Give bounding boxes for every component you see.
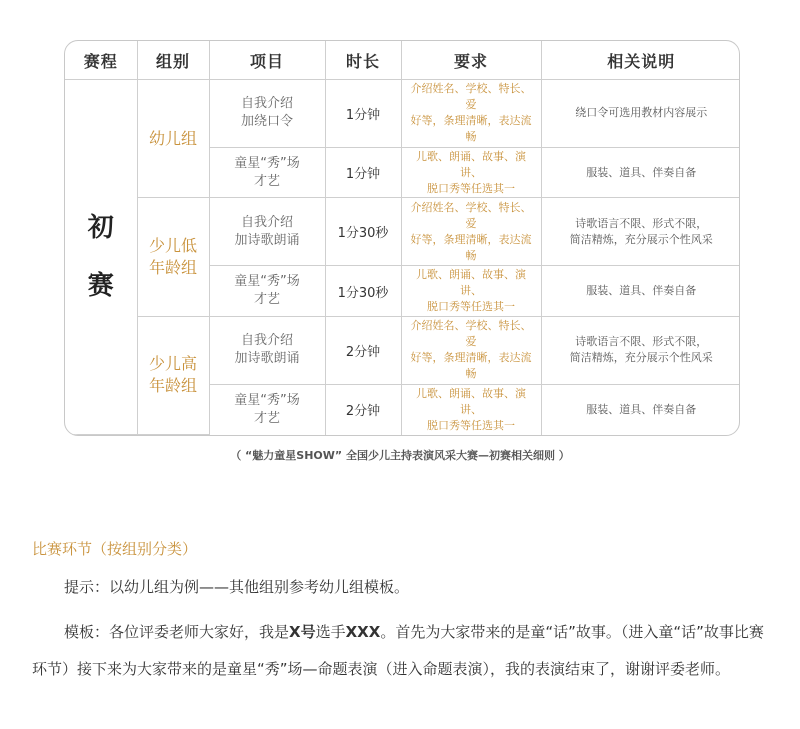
table-caption: （ “魅力童星SHOW” 全国少儿主持表演风采大赛—初赛相关细则 ） (230, 449, 570, 462)
group-cell (137, 198, 209, 316)
template-x-name: XXX (345, 623, 381, 641)
requirement-cell: 儿歌、朗诵、故事、演讲、 脱口秀等任选其一 (401, 266, 541, 317)
requirement-cell: 介绍姓名、学校、特长、爱 好等，条理清晰，表达流畅 (401, 80, 541, 148)
template-x-number: X号 (289, 623, 316, 641)
rules-table (64, 40, 740, 436)
requirement-cell: 儿歌、朗诵、故事、演讲、 脱口秀等任选其一 (401, 147, 541, 198)
note-cell: 绕口令可选用教材内容展示 (541, 80, 740, 148)
rules-table-grid (65, 41, 740, 435)
note-cell: 服装、道具、伴奏自备 (541, 384, 740, 434)
duration-cell: 1分30秒 (325, 266, 401, 317)
template-text-2: 选手 (315, 623, 346, 641)
note-cell: 诗歌语言不限、形式不限， 简洁精炼，充分展示个性风采 (541, 198, 740, 266)
header-note: 相关说明 (541, 41, 740, 80)
stage-cell (65, 80, 137, 435)
duration-cell: 1分钟 (325, 80, 401, 148)
duration-cell: 1分30秒 (325, 198, 401, 266)
note-cell: 服装、道具、伴奏自备 (541, 147, 740, 198)
template-text-3: 。首先为大家带来的是童“话”故事。（进入童“话”故事比赛环节）接下来为大家带来的是童星“秀”场—命题表演（进入命题表演），我的表演结束了，谢谢评委老师。 (32, 623, 764, 678)
header-item: 项目 (209, 41, 325, 80)
duration-cell: 2分钟 (325, 316, 401, 384)
group-label: 少儿高 年龄组 (148, 354, 197, 396)
group-label: 少儿低 年龄组 (148, 236, 197, 278)
item-cell: 童星“秀”场 才艺 (209, 147, 325, 198)
item-cell: 童星“秀”场 才艺 (209, 384, 325, 434)
template-paragraph (32, 614, 772, 688)
requirement-cell: 介绍姓名、学校、特长、爱 好等，条理清晰，表达流畅 (401, 198, 541, 266)
header-group: 组别 (137, 41, 209, 80)
group-label: 幼儿组 (148, 128, 197, 148)
item-cell: 自我介绍 加绕口令 (209, 80, 325, 148)
stage-label: 初 赛 (87, 213, 114, 301)
item-cell: 童星“秀”场 才艺 (209, 266, 325, 317)
duration-cell: 2分钟 (325, 384, 401, 434)
group-cell (137, 80, 209, 198)
requirement-cell: 儿歌、朗诵、故事、演讲、 脱口秀等任选其一 (401, 384, 541, 434)
header-requirement: 要求 (401, 41, 541, 80)
item-cell: 自我介绍 加诗歌朗诵 (209, 316, 325, 384)
section-title: 比赛环节（按组别分类） (32, 540, 198, 558)
table-row (65, 316, 740, 384)
header-stage: 赛程 (65, 41, 137, 80)
duration-cell: 1分钟 (325, 147, 401, 198)
hint-paragraph: 提示：以幼儿组为例——其他组别参考幼儿组模板。 (64, 578, 410, 596)
note-cell: 服装、道具、伴奏自备 (541, 266, 740, 317)
item-cell: 自我介绍 加诗歌朗诵 (209, 198, 325, 266)
note-cell: 诗歌语言不限、形式不限， 简洁精炼，充分展示个性风采 (541, 316, 740, 384)
table-row (65, 80, 740, 148)
group-cell (137, 316, 209, 434)
header-duration: 时长 (325, 41, 401, 80)
table-row (65, 198, 740, 266)
requirement-cell: 介绍姓名、学校、特长、爱 好等，条理清晰，表达流畅 (401, 316, 541, 384)
template-text-1: 模板：各位评委老师大家好，我是 (64, 623, 290, 641)
header-row (65, 41, 740, 80)
